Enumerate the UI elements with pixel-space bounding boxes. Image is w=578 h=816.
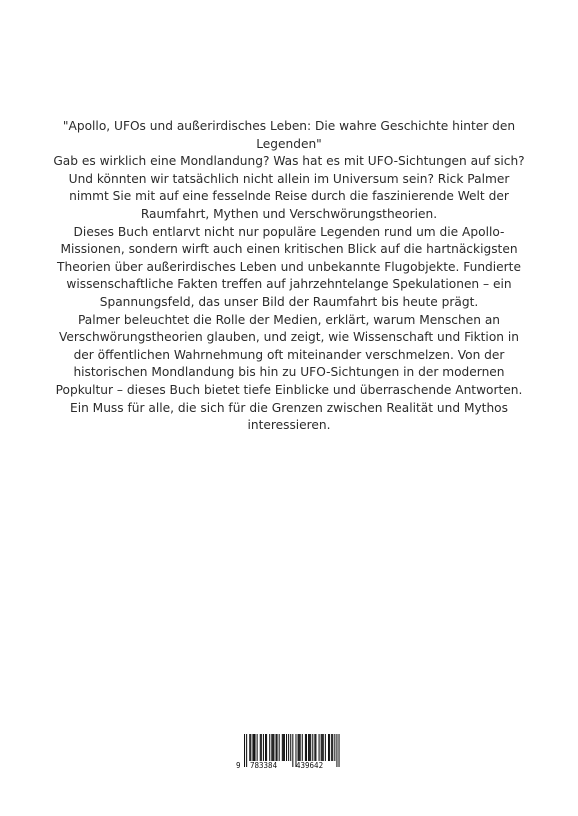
barcode-bar xyxy=(265,734,266,761)
barcode-bar xyxy=(249,734,250,761)
barcode-bar xyxy=(246,734,247,767)
barcode-right-digits: 439642 xyxy=(296,761,324,770)
barcode-bar xyxy=(282,734,283,761)
barcode-bar xyxy=(310,734,311,761)
barcode-bar xyxy=(283,734,284,761)
barcode-left-digits: 783384 xyxy=(250,761,278,770)
blurb-paragraph-closing: Ein Muss für alle, die sich für die Grenzen zwischen Realität und Mythos interessieren. xyxy=(70,400,508,433)
barcode-bar xyxy=(260,734,261,761)
barcode-bar xyxy=(334,734,335,761)
barcode-bar xyxy=(276,734,277,761)
barcode-bar xyxy=(255,734,256,761)
barcode-bar xyxy=(336,734,337,767)
barcode-bar xyxy=(308,734,309,761)
barcode-bar xyxy=(299,734,300,761)
barcode-bar xyxy=(253,734,254,761)
barcode-bar xyxy=(288,734,289,761)
barcode-bar xyxy=(302,734,303,761)
barcode-bar xyxy=(263,734,264,761)
isbn-barcode xyxy=(236,734,342,772)
barcode-lead-digit: 9 xyxy=(236,761,241,770)
barcode-bar xyxy=(292,734,293,767)
blurb-paragraph-author: Palmer beleuchtet die Rolle der Medien, erklärt, warum Menschen an Verschwörungstheorien glauben, und zeigt, wie Wissenschaft und Fiktion in der öffentlichen Wahrnehmung oft miteinander verschmelzen. Von der historischen Mondlandung bis hin zu UFO-Sichtungen in der modernen Popkultur – dieses Buch bietet tiefe Einblicke und überraschende Antworten. xyxy=(55,312,523,397)
barcode-bar xyxy=(272,734,273,761)
barcode-bar xyxy=(306,734,307,761)
barcode-bar xyxy=(322,734,323,761)
barcode-bar xyxy=(328,734,329,761)
blurb-paragraph-intro: Gab es wirklich eine Mondlandung? Was hat es mit UFO-Sichtungen auf sich? Und könnten wir tatsächlich nicht allein im Universum sein? Rick Palmer nimmt Sie mit auf eine fesselnde Reise durch die faszinierende Welt der Raumfahrt, Mythen und Verschwörungstheorien. xyxy=(53,154,525,221)
barcode-bar xyxy=(273,734,274,761)
barcode-bar xyxy=(257,734,258,761)
back-cover-blurb xyxy=(52,118,526,435)
barcode-bar xyxy=(314,734,315,761)
barcode-bar xyxy=(305,734,306,761)
barcode-bar xyxy=(266,734,267,761)
barcode-bar xyxy=(329,734,330,761)
barcode-bar xyxy=(261,734,262,761)
blurb-paragraph-content: Dieses Buch entlarvt nicht nur populäre Legenden rund um die Apollo-Missionen, sondern wirft auch einen kritischen Blick auf die hartnäckigsten Theorien über außerirdisches Leben und unbekannte Flugobjekte. Fundierte wissenschaftliche Fakten treffen auf jahrzehntelange Spekulationen – ein Spannungsfeld, das unser Bild der Raumfahrt bis heute prägt. xyxy=(57,224,521,309)
barcode-bar xyxy=(298,734,299,761)
barcode-bar xyxy=(321,734,322,761)
barcode-bar xyxy=(271,734,272,761)
barcode-bar xyxy=(332,734,333,761)
barcode-bar xyxy=(290,734,291,761)
book-title-quote: "Apollo, UFOs und außerirdisches Leben: Die wahre Geschichte hinter den Legenden" xyxy=(62,119,516,151)
barcode-bar xyxy=(250,734,251,761)
barcode-bar xyxy=(323,734,324,761)
barcode-bar xyxy=(309,734,310,761)
barcode-bar xyxy=(300,734,301,761)
barcode-bar xyxy=(284,734,285,761)
barcode-bar xyxy=(277,734,278,761)
barcode-bar xyxy=(339,734,340,767)
barcode-bar xyxy=(252,734,253,761)
barcode-bar xyxy=(244,734,245,767)
barcode-bar xyxy=(315,734,316,761)
barcode-bar xyxy=(319,734,320,761)
barcode-bar xyxy=(286,734,287,761)
barcode-bar xyxy=(312,734,313,761)
barcode-bar xyxy=(279,734,280,761)
barcode-bar xyxy=(331,734,332,761)
barcode-bar xyxy=(325,734,326,761)
barcode-bar xyxy=(269,734,270,761)
